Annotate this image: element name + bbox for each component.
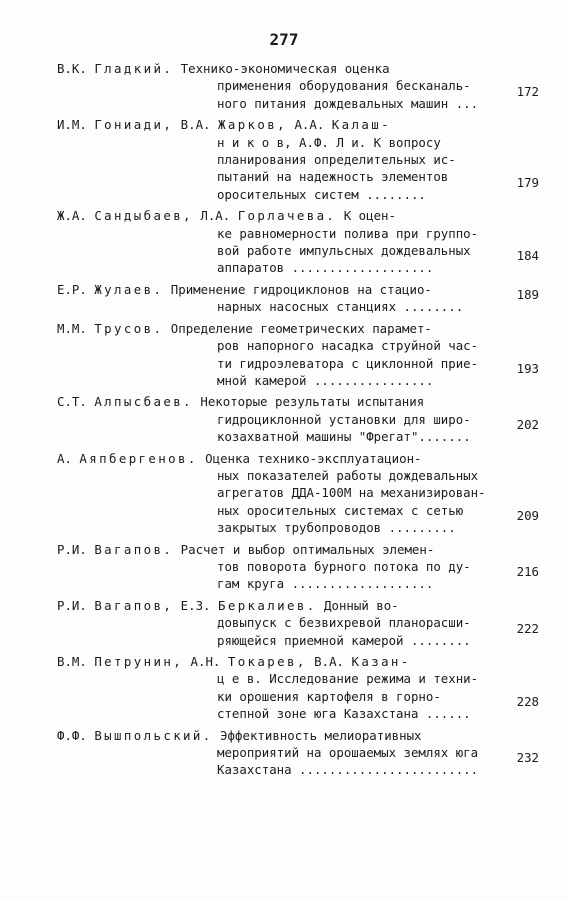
toc-entry bbox=[57, 281, 537, 316]
entry-continuation-line: ки орошения картофеля в горно- bbox=[217, 688, 441, 704]
entry-first-line bbox=[57, 281, 537, 298]
entry-page-number: 209 bbox=[516, 508, 539, 524]
author-name: Жарков, bbox=[217, 117, 287, 133]
author-name: Жулаев. bbox=[94, 281, 164, 297]
entry-continuation-line: мероприятий на орошаемых землях юга bbox=[217, 745, 479, 761]
entry-first-line bbox=[57, 653, 537, 670]
author-name: Аяпбергенов. bbox=[79, 450, 198, 466]
author-name: Трусов. bbox=[94, 320, 164, 336]
entry-first-line bbox=[57, 320, 537, 337]
entry-page-number: 202 bbox=[516, 417, 539, 433]
entry-first-line bbox=[57, 597, 537, 614]
entry-text: Эффективность мелиоративных bbox=[212, 727, 422, 743]
entry-continuation-line: н и к о в, А.Ф. Л и. К вопросу bbox=[217, 134, 441, 150]
toc-entry bbox=[57, 60, 537, 112]
author-name: Вышпольский. bbox=[94, 727, 213, 743]
entry-continuation-line: ного питания дождевальных машин ... bbox=[217, 95, 479, 111]
toc-entry bbox=[57, 727, 537, 779]
author-name: Калаш- bbox=[331, 117, 391, 133]
author-name: Беркалиев. bbox=[217, 597, 317, 613]
entry-page-number: 216 bbox=[516, 564, 539, 580]
entry-first-line bbox=[57, 727, 537, 744]
toc-entry bbox=[57, 320, 537, 390]
entry-page-number: 179 bbox=[516, 174, 539, 190]
entry-text: Расчет и выбор оптимальных элемен- bbox=[173, 541, 435, 557]
entry-continuation-line: ти гидроэлеватора с циклонной прие- bbox=[217, 355, 479, 371]
toc-entry bbox=[57, 450, 537, 537]
entry-continuation-line: ров напорного насадка струйной час- bbox=[217, 338, 479, 354]
entry-continuation-line: ц е в. Исследование режима и техни- bbox=[217, 671, 479, 687]
entry-text: В.А. bbox=[306, 654, 352, 669]
toc-entry bbox=[57, 597, 537, 649]
author-name: Петрунин, bbox=[94, 654, 184, 669]
entry-first-line bbox=[57, 60, 537, 77]
entry-text: Е.Р. bbox=[57, 281, 95, 297]
entry-continuation-line: гам круга ................... bbox=[217, 576, 434, 592]
entry-text: Некоторые результаты испытания bbox=[192, 394, 425, 410]
author-name: Гониади, bbox=[94, 117, 174, 133]
entry-text: Л.А. bbox=[192, 208, 238, 224]
entry-continuation-line: пытаний на надежность элементов bbox=[217, 169, 449, 185]
entry-text: Оценка технико-эксплуатацион- bbox=[197, 450, 422, 466]
author-name: Вагапов, bbox=[94, 597, 174, 613]
entry-continuation-line: ных показателей работы дождевальных bbox=[217, 467, 479, 483]
entry-text: А. bbox=[57, 450, 80, 466]
author-name: Казан- bbox=[351, 654, 411, 669]
entry-text: В.К. bbox=[57, 61, 95, 76]
entry-continuation-line: вой работе импульсных дождевальных bbox=[217, 243, 471, 259]
entry-continuation-line: ных оросительных системах с сетью bbox=[217, 502, 464, 518]
entry-continuation-line: применения оборудования бесканаль- bbox=[217, 78, 471, 94]
entry-continuation-line: мной камерой ................ bbox=[217, 372, 434, 388]
entry-text: Ж.А. bbox=[57, 208, 95, 224]
entry-page-number: 184 bbox=[516, 248, 539, 264]
author-name: Токарев, bbox=[227, 654, 307, 669]
entry-page-number: 189 bbox=[516, 287, 539, 303]
toc-entry bbox=[57, 541, 537, 593]
entry-first-line bbox=[57, 450, 537, 467]
entry-continuation-line: тов поворота бурного потока по ду- bbox=[217, 558, 471, 574]
entry-continuation-line: нарных насосных станциях ........ bbox=[217, 299, 464, 315]
entry-continuation-line: козахватной машины "Фрегат"....... bbox=[217, 429, 471, 445]
entry-text: Донный во- bbox=[316, 597, 399, 613]
author-name: Гладкий. bbox=[94, 61, 174, 76]
entry-text: В.М. bbox=[57, 654, 95, 669]
entry-continuation-line: гидроциклонной установки для широ- bbox=[217, 411, 471, 427]
entry-text: Определение геометрических парамет- bbox=[163, 320, 432, 336]
entry-text: А.А. bbox=[287, 117, 332, 133]
entry-continuation-line: оросительных систем ........ bbox=[217, 186, 426, 202]
entry-text: Технико-экономическая оценка bbox=[173, 61, 390, 76]
page-number: 277 bbox=[269, 30, 299, 49]
entry-text: Применение гидроциклонов на стацио- bbox=[163, 281, 432, 297]
entry-text: Р.И. bbox=[57, 597, 95, 613]
entry-page-number: 222 bbox=[516, 620, 539, 636]
entry-page-number: 228 bbox=[516, 694, 539, 710]
entry-first-line bbox=[57, 116, 537, 133]
entry-first-line bbox=[57, 393, 537, 410]
entry-continuation-line: агрегатов ДДА-100М на механизирован- bbox=[217, 485, 486, 501]
author-name: Вагапов. bbox=[94, 541, 174, 557]
entry-continuation-line: Казахстана ........................ bbox=[217, 762, 479, 778]
toc-entry bbox=[57, 207, 537, 277]
entry-text: А.Н. bbox=[183, 654, 228, 669]
entry-continuation-line: ряющейся приемной камерой ........ bbox=[217, 632, 471, 648]
entry-continuation-line: закрытых трубопроводов ......... bbox=[217, 520, 456, 536]
toc-entry bbox=[57, 393, 537, 445]
table-of-contents bbox=[57, 60, 537, 783]
entry-continuation-line: планирования определительных ис- bbox=[217, 152, 456, 168]
entry-continuation-line: довыпуск с безвихревой планорасши- bbox=[217, 615, 471, 631]
entry-first-line bbox=[57, 207, 537, 224]
entry-continuation-line: степной зоне юга Казахстана ...... bbox=[217, 706, 471, 722]
entry-continuation-line: аппаратов ................... bbox=[217, 260, 434, 276]
entry-text: К оцен- bbox=[336, 208, 396, 224]
entry-text: Ф.Ф. bbox=[57, 727, 95, 743]
author-name: Горлачева. bbox=[237, 208, 337, 224]
author-name: Алпысбаев. bbox=[94, 394, 193, 410]
entry-text: С.Т. bbox=[57, 394, 95, 410]
author-name: Сандыбаев, bbox=[94, 208, 193, 224]
toc-entry bbox=[57, 653, 537, 723]
entry-text: В.А. bbox=[173, 117, 218, 133]
entry-text: Р.И. bbox=[57, 541, 95, 557]
entry-page-number: 193 bbox=[516, 360, 539, 376]
entry-first-line bbox=[57, 541, 537, 558]
entry-text: М.М. bbox=[57, 320, 95, 336]
entry-text: И.М. bbox=[57, 117, 95, 133]
toc-entry bbox=[57, 116, 537, 203]
entry-page-number: 232 bbox=[516, 750, 539, 766]
entry-page-number: 172 bbox=[516, 83, 539, 99]
entry-continuation-line: ке равномерности полива при группо- bbox=[217, 225, 479, 241]
entry-text: Е.З. bbox=[173, 597, 218, 613]
